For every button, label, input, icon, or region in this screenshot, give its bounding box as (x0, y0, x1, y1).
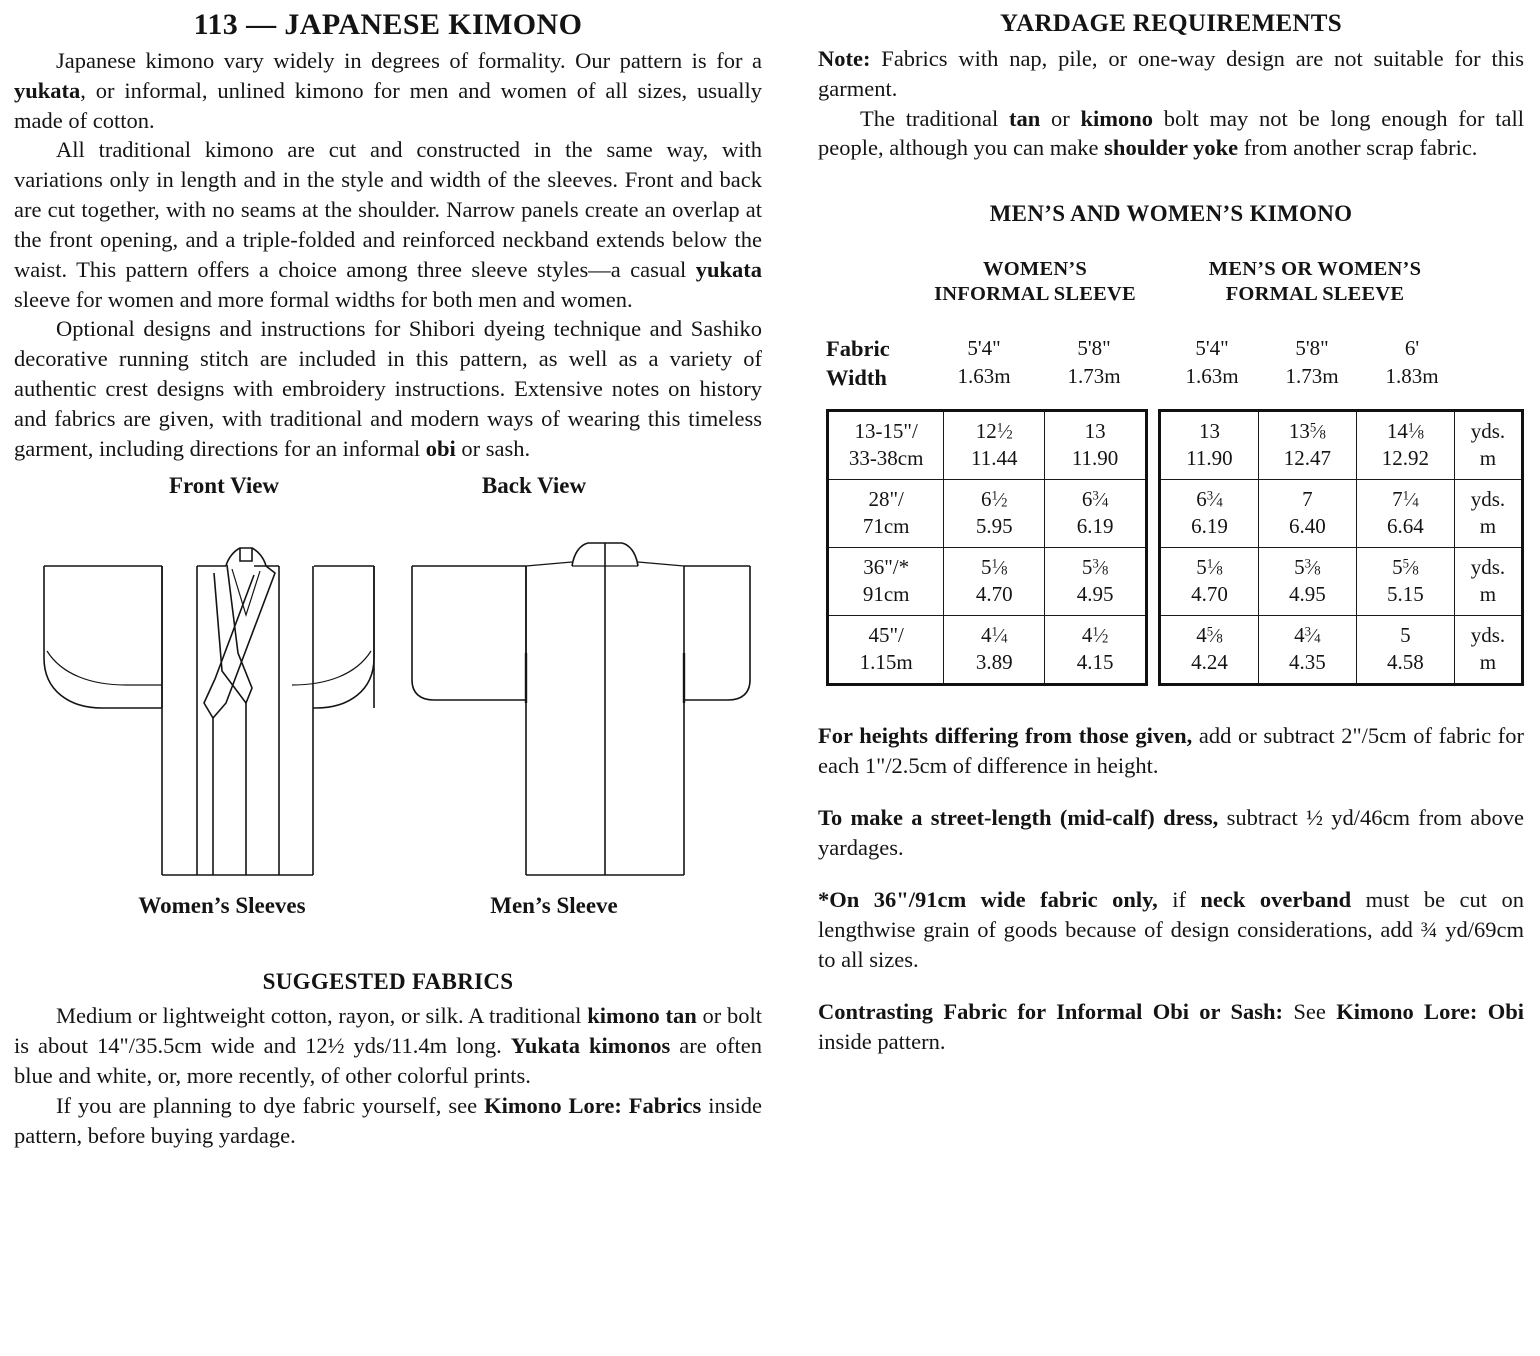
yardage-requirements-heading: YARDAGE REQUIREMENTS (1000, 10, 1342, 37)
table-row (828, 411, 1147, 480)
fabric-width-cell: 36"/* 91cm (828, 548, 944, 616)
size-metric: 1.63m (957, 364, 1011, 389)
body-text: All traditional kimono are cut and constructed in the same way, with variations only in length and in the style and width of the sleeves. Front and back are cut together, with no seams at the shoulder. Narrow panels create an overlap at the front opening, and a triple-folded and reinforced neckband extends below the waist. This pattern offers a choice among three sleeve styles—a casual (14, 137, 762, 282)
intro-paragraph-1 (14, 46, 762, 135)
body-text: Japanese kimono vary widely in degrees of formality. Our pattern is for a (56, 48, 762, 73)
size-metric: 1.73m (1285, 364, 1339, 389)
yardage-cell: $6^3⁄_4$ 6.19 (1160, 480, 1259, 548)
body-text: See (1283, 998, 1337, 1024)
yardage-notes (818, 721, 1524, 1056)
emphasis-text: Yukata kimonos (510, 1033, 671, 1059)
fabric-width-label (826, 335, 890, 393)
emphasis-text: Contrasting Fabric for Informal Obi or Sash: (818, 998, 1284, 1024)
emphasis-text: To make a street-length (mid-calf) dress, (818, 805, 1219, 831)
emphasis-text: kimono tan (587, 1003, 697, 1029)
yardage-cell: $5^3⁄_8$ 4.95 (1045, 548, 1147, 616)
note-street-length (818, 803, 1524, 863)
yardage-cell: $5^3⁄_8$ 4.95 (1258, 548, 1356, 616)
yardage-cell: $4^1⁄_2$ 4.15 (1045, 616, 1147, 685)
group-header-line-1: WOMEN’S (983, 258, 1087, 281)
note-contrasting-fabric (818, 997, 1524, 1057)
body-text: from another scrap fabric. (1238, 135, 1478, 161)
table-row (828, 548, 1147, 616)
emphasis-text: yukata (14, 77, 81, 103)
yardage-cell: $5^5⁄_8$ 5.15 (1356, 548, 1454, 616)
emphasis-text: shoulder yoke (1104, 135, 1239, 161)
body-text: If you are planning to dye fabric yourself, see (56, 1092, 485, 1118)
yardage-cell: 13 11.90 (1160, 411, 1259, 480)
yardage-cell: $13^5⁄_8$ 12.47 (1258, 411, 1356, 480)
emphasis-text: Note: (818, 46, 871, 71)
kimono-illustration (14, 473, 762, 933)
note-36in-fabric (818, 885, 1524, 975)
suggested-fabrics-paragraph-1 (14, 1001, 762, 1090)
body-text: or bolt is about 14"/35.5cm wide and 12½ yds/11.4m long. (14, 1003, 763, 1059)
back-view-label: Back View (481, 473, 587, 499)
yardage-cell: $5^1⁄_8$ 4.70 (944, 548, 1045, 616)
group-header-mens-formal (1170, 257, 1460, 307)
group-header-line-1: MEN’S OR WOMEN’S (1208, 258, 1422, 281)
yardage-cell: $14^1⁄_8$ 12.92 (1356, 411, 1454, 480)
body-text: or (1040, 105, 1081, 131)
intro-text-block (14, 46, 762, 463)
fabric-width-cell: 45"/ 1.15m (828, 616, 944, 685)
body-text: inside pattern, before buying yardage. (14, 1092, 762, 1148)
body-text: if (1157, 886, 1201, 912)
emphasis-text: obi (425, 435, 456, 461)
yardage-cell: 7 6.40 (1258, 480, 1356, 548)
intro-paragraph-3 (14, 314, 762, 463)
group-header-womens-informal (910, 257, 1160, 307)
group-header-line-2: FORMAL SLEEVE (1225, 283, 1405, 306)
yardage-note-paragraph (818, 44, 1524, 104)
fabric-width-cell: 13-15"/ 33-38cm (828, 411, 944, 480)
size-imperial: 5'4" (1195, 336, 1229, 361)
fabric-width-label-line-2: Width (826, 365, 887, 391)
suggested-fabrics-heading: SUGGESTED FABRICS (262, 969, 514, 995)
mens-sleeve-caption: Men’s Sleeve (490, 893, 618, 919)
left-column (14, 0, 762, 1150)
size-imperial: 6' (1404, 336, 1420, 361)
right-column (818, 0, 1524, 1079)
emphasis-text: *On 36"/91cm wide fabric only, (818, 886, 1158, 912)
size-imperial: 5'8" (1077, 336, 1111, 361)
yardage-cell: $4^3⁄_4$ 4.35 (1258, 616, 1356, 685)
body-text: bolt may not be long enough for tall people, although you can make (818, 105, 1525, 161)
intro-paragraph-2 (14, 135, 762, 314)
suggested-fabrics-section (14, 969, 762, 1150)
size-metric: 1.83m (1385, 364, 1439, 389)
body-text: The traditional (860, 105, 1009, 131)
size-column-header-3 (1162, 335, 1262, 391)
table-row (828, 480, 1147, 548)
body-text: add or subtract 2"/5cm of fabric for each 1"/2.5cm of difference in height. (818, 723, 1524, 779)
kimono-line-drawing (14, 503, 762, 893)
yardage-cell: $4^5⁄_8$ 4.24 (1160, 616, 1259, 685)
size-metric: 1.73m (1067, 364, 1121, 389)
emphasis-text: For heights differing from those given, (818, 723, 1193, 749)
emphasis-text: neck overband (1200, 886, 1352, 912)
size-metric: 1.63m (1185, 364, 1239, 389)
table-row (1160, 616, 1523, 685)
mens-formal-sleeve-table (1158, 409, 1524, 686)
body-text: are often blue and white, or, more recently, of other colorful prints. (14, 1033, 763, 1088)
unit-cell: yds. m (1454, 411, 1522, 480)
size-column-header-5 (1362, 335, 1462, 391)
size-column-header-2 (1040, 335, 1148, 391)
body-text: subtract ½ yd/46cm from above yardages. (818, 805, 1524, 861)
yardage-table-block (818, 201, 1524, 1056)
emphasis-text: yukata (695, 256, 762, 282)
body-text: Medium or lightweight cotton, rayon, or silk. A traditional (56, 1003, 588, 1029)
fabric-width-cell: 28"/ 71cm (828, 480, 944, 548)
womens-informal-sleeve-table (826, 409, 1148, 686)
size-column-header-4 (1262, 335, 1362, 391)
body-text: Optional designs and instructions for Shibori dyeing technique and Sashiko decorative running stitch are included in this pattern, as well as a variety of authentic crest designs with embroidery instructions. Extensive notes on history and fabrics are given, with traditional and modern ways of wearing this timeless garment, including directions for an informal (14, 316, 762, 461)
unit-cell: yds. m (1454, 548, 1522, 616)
womens-sleeves-caption: Women’s Sleeves (138, 893, 306, 919)
emphasis-text: Kimono Lore: Obi (1336, 998, 1524, 1024)
yardage-cell: $12^1⁄_2$ 11.44 (944, 411, 1045, 480)
group-header-line-2: INFORMAL SLEEVE (934, 283, 1136, 306)
table-row (1160, 411, 1523, 480)
page-title: 113 — JAPANESE KIMONO (193, 8, 583, 41)
body-text: inside pattern. (818, 1028, 946, 1054)
table-row (1160, 480, 1523, 548)
unit-cell: yds. m (1454, 616, 1522, 685)
yardage-cell: $5^1⁄_8$ 4.70 (1160, 548, 1259, 616)
yardage-cell: $7^1⁄_4$ 6.64 (1356, 480, 1454, 548)
body-text: sleeve for women and more formal widths for both men and women. (14, 286, 633, 312)
fabric-width-label-line-1: Fabric (826, 336, 890, 362)
yardage-cell: $6^3⁄_4$ 6.19 (1045, 480, 1147, 548)
body-text: must be cut on lengthwise grain of goods because of design considerations, add ¾ yd/69cm to all sizes. (818, 886, 1525, 972)
size-imperial: 5'8" (1295, 336, 1329, 361)
yardage-cell: $6^1⁄_2$ 5.95 (944, 480, 1045, 548)
body-text: , or informal, unlined kimono for men and women of all sizes, usually made of cotton. (14, 77, 762, 133)
body-text: or sash. (455, 435, 531, 461)
yardage-tan-paragraph (818, 104, 1524, 164)
yardage-cell: $4^1⁄_4$ 3.89 (944, 616, 1045, 685)
table-group-headers (818, 257, 1524, 319)
table-row (1160, 548, 1523, 616)
note-heights (818, 721, 1524, 781)
front-view-label: Front View (168, 473, 280, 499)
suggested-fabrics-paragraph-2 (14, 1091, 762, 1151)
table-row (828, 616, 1147, 685)
emphasis-text: Kimono Lore: Fabrics (484, 1092, 702, 1118)
size-imperial: 5'4" (967, 336, 1001, 361)
size-column-header-1 (930, 335, 1038, 391)
yardage-cell: 5 4.58 (1356, 616, 1454, 685)
kimono-table-heading: MEN’S AND WOMEN’S KIMONO (989, 201, 1353, 227)
fabric-width-header-row (818, 335, 1524, 399)
emphasis-text: tan (1008, 105, 1041, 131)
yardage-tables (818, 409, 1524, 695)
body-text: Fabrics with nap, pile, or one-way design are not suitable for this garment. (818, 46, 1524, 101)
unit-cell: yds. m (1454, 480, 1522, 548)
emphasis-text: kimono (1080, 105, 1154, 131)
yardage-cell: 13 11.90 (1045, 411, 1147, 480)
